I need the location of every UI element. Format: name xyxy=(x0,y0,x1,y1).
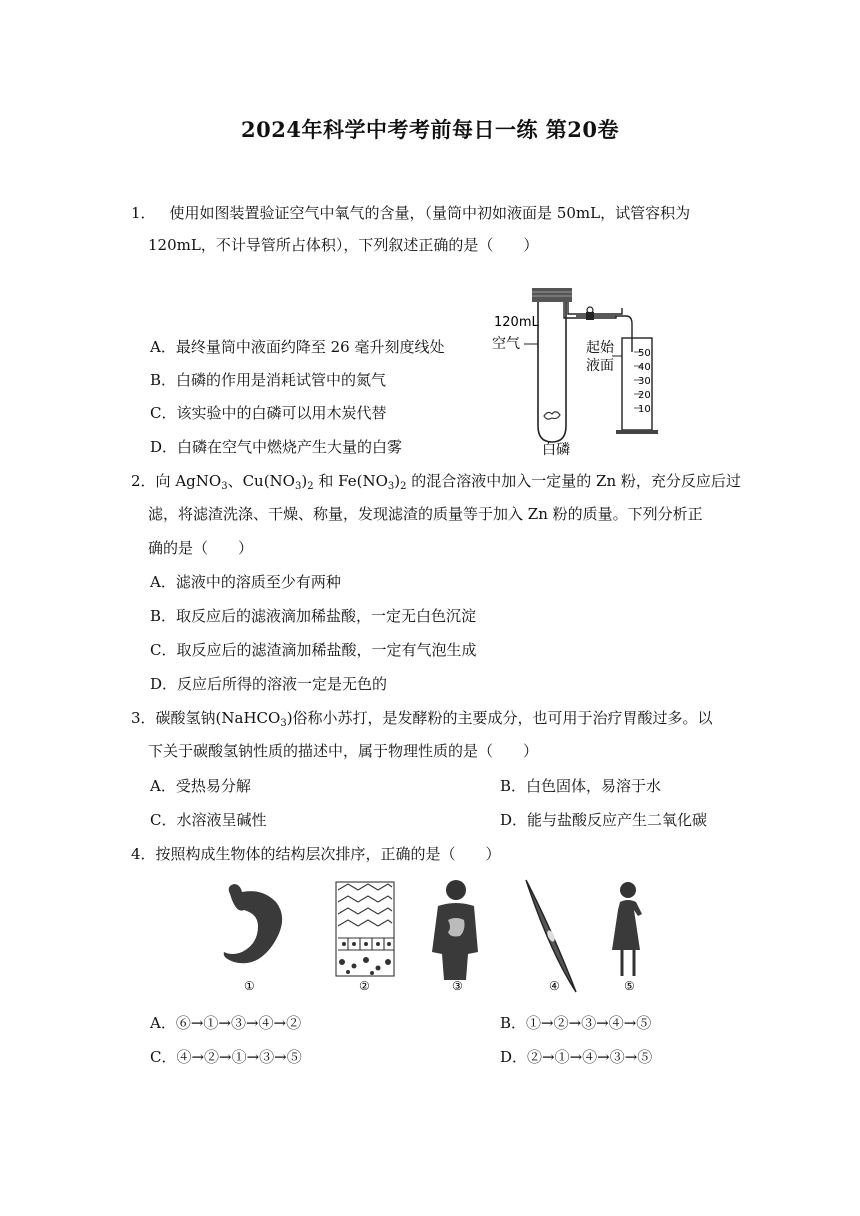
q3-stem-line2: 下关于碳酸氢钠性质的描述中，属于物理性质的是（ ） xyxy=(148,742,539,760)
label-phosphorus: 白磷 xyxy=(542,442,570,458)
scale-30: 30 xyxy=(638,376,651,387)
scale-10: 10 xyxy=(638,404,651,415)
scale-40: 40 xyxy=(638,362,651,373)
label-start2: 液面 xyxy=(586,358,614,374)
stomach-icon xyxy=(224,884,282,963)
q1-stem-text: 使用如图装置验证空气中氧气的含量，（量筒中初如液面是 50mL，试管容积为 xyxy=(169,204,691,222)
q1-apparatus-figure xyxy=(486,286,676,458)
q4-structure-figure xyxy=(208,876,648,1000)
q4-option-b[interactable]: B．①→②→③→④→⑤ xyxy=(500,1014,652,1032)
label-air: 空气 xyxy=(492,336,520,352)
q4-option-d[interactable]: D．②→①→④→③→⑤ xyxy=(500,1048,653,1066)
q3-number: 3． xyxy=(131,709,156,727)
stopper-icon xyxy=(532,288,572,302)
q1-number: 1． xyxy=(131,204,156,222)
q2-option-b[interactable]: B．取反应后的滤液滴加稀盐酸，一定无白色沉淀 xyxy=(150,607,477,625)
test-tube-icon xyxy=(538,302,566,442)
q2-stem-line3: 确的是（ ） xyxy=(148,539,254,557)
fig-label-5: ⑤ xyxy=(624,979,635,993)
q4-number: 4． xyxy=(131,845,156,863)
organism-icon xyxy=(612,882,642,976)
scale-50: 50 xyxy=(638,348,651,359)
body-system-icon xyxy=(432,880,478,980)
q1-stem-line1 xyxy=(131,202,690,224)
q4-option-c[interactable]: C．④→②→①→③→⑤ xyxy=(150,1048,302,1066)
q1-option-b[interactable]: B．白磷的作用是消耗试管中的氮气 xyxy=(150,371,387,389)
page-title: 2024年科学中考考前每日一练 第20卷 xyxy=(241,117,619,142)
q2-number: 2． xyxy=(131,472,156,490)
q2-option-a[interactable]: A．滤液中的溶质至少有两种 xyxy=(150,573,341,591)
q3-stem-line1: 3．碳酸氢钠(NaHCO$_3$)俗称小苏打，是发酵粉的主要成分，也可用于治疗胃酸过多。以 xyxy=(131,709,713,729)
q1-option-d[interactable]: D．白磷在空气中燃烧产生大量的白雾 xyxy=(150,438,403,456)
q2-option-d[interactable]: D．反应后所得的溶液一定是无色的 xyxy=(150,675,388,693)
q1-stem-line2: 120mL，不计导管所占体积），下列叙述正确的是（ ） xyxy=(148,236,539,254)
label-start1: 起始 xyxy=(586,340,614,356)
phosphorus-icon xyxy=(544,412,560,419)
q4-option-a[interactable]: A．⑥→①→③→④→② xyxy=(150,1014,302,1032)
q3-option-b[interactable]: B．白色固体，易溶于水 xyxy=(500,777,662,795)
q3-option-c[interactable]: C．水溶液呈碱性 xyxy=(150,811,267,829)
q2-stem-line1: 2．向 AgNO$_3$、$Cu(NO_3)_2$ 和 $Fe(NO_3)_2$ 的混合溶液中加入一定量的 Zn 粉，充分反应后过 xyxy=(131,472,741,492)
q2-stem-line2: 滤，将滤渣洗涤、干燥、称量，发现滤渣的质量等于加入 Zn 粉的质量。下列分析正 xyxy=(148,505,703,523)
q3-option-d[interactable]: D．能与盐酸反应产生二氧化碳 xyxy=(500,811,708,829)
fig-label-1: ① xyxy=(244,979,255,993)
q3-option-a[interactable]: A．受热易分解 xyxy=(150,777,251,795)
q2-option-c[interactable]: C．取反应后的滤渣滴加稀盐酸，一定有气泡生成 xyxy=(150,641,477,659)
fig-label-4: ④ xyxy=(549,979,560,993)
label-volume: 120mL xyxy=(494,315,539,330)
fig-label-3: ③ xyxy=(452,979,463,993)
fig-label-2: ② xyxy=(359,979,370,993)
scale-20: 20 xyxy=(638,390,651,401)
q1-option-c[interactable]: C．该实验中的白磷可以用木炭代替 xyxy=(150,404,387,422)
q4-stem: 4．按照构成生物体的结构层次排序，正确的是（ ） xyxy=(131,845,501,863)
q1-option-a[interactable]: A．最终量筒中液面约降至 26 毫升刻度线处 xyxy=(150,338,445,356)
